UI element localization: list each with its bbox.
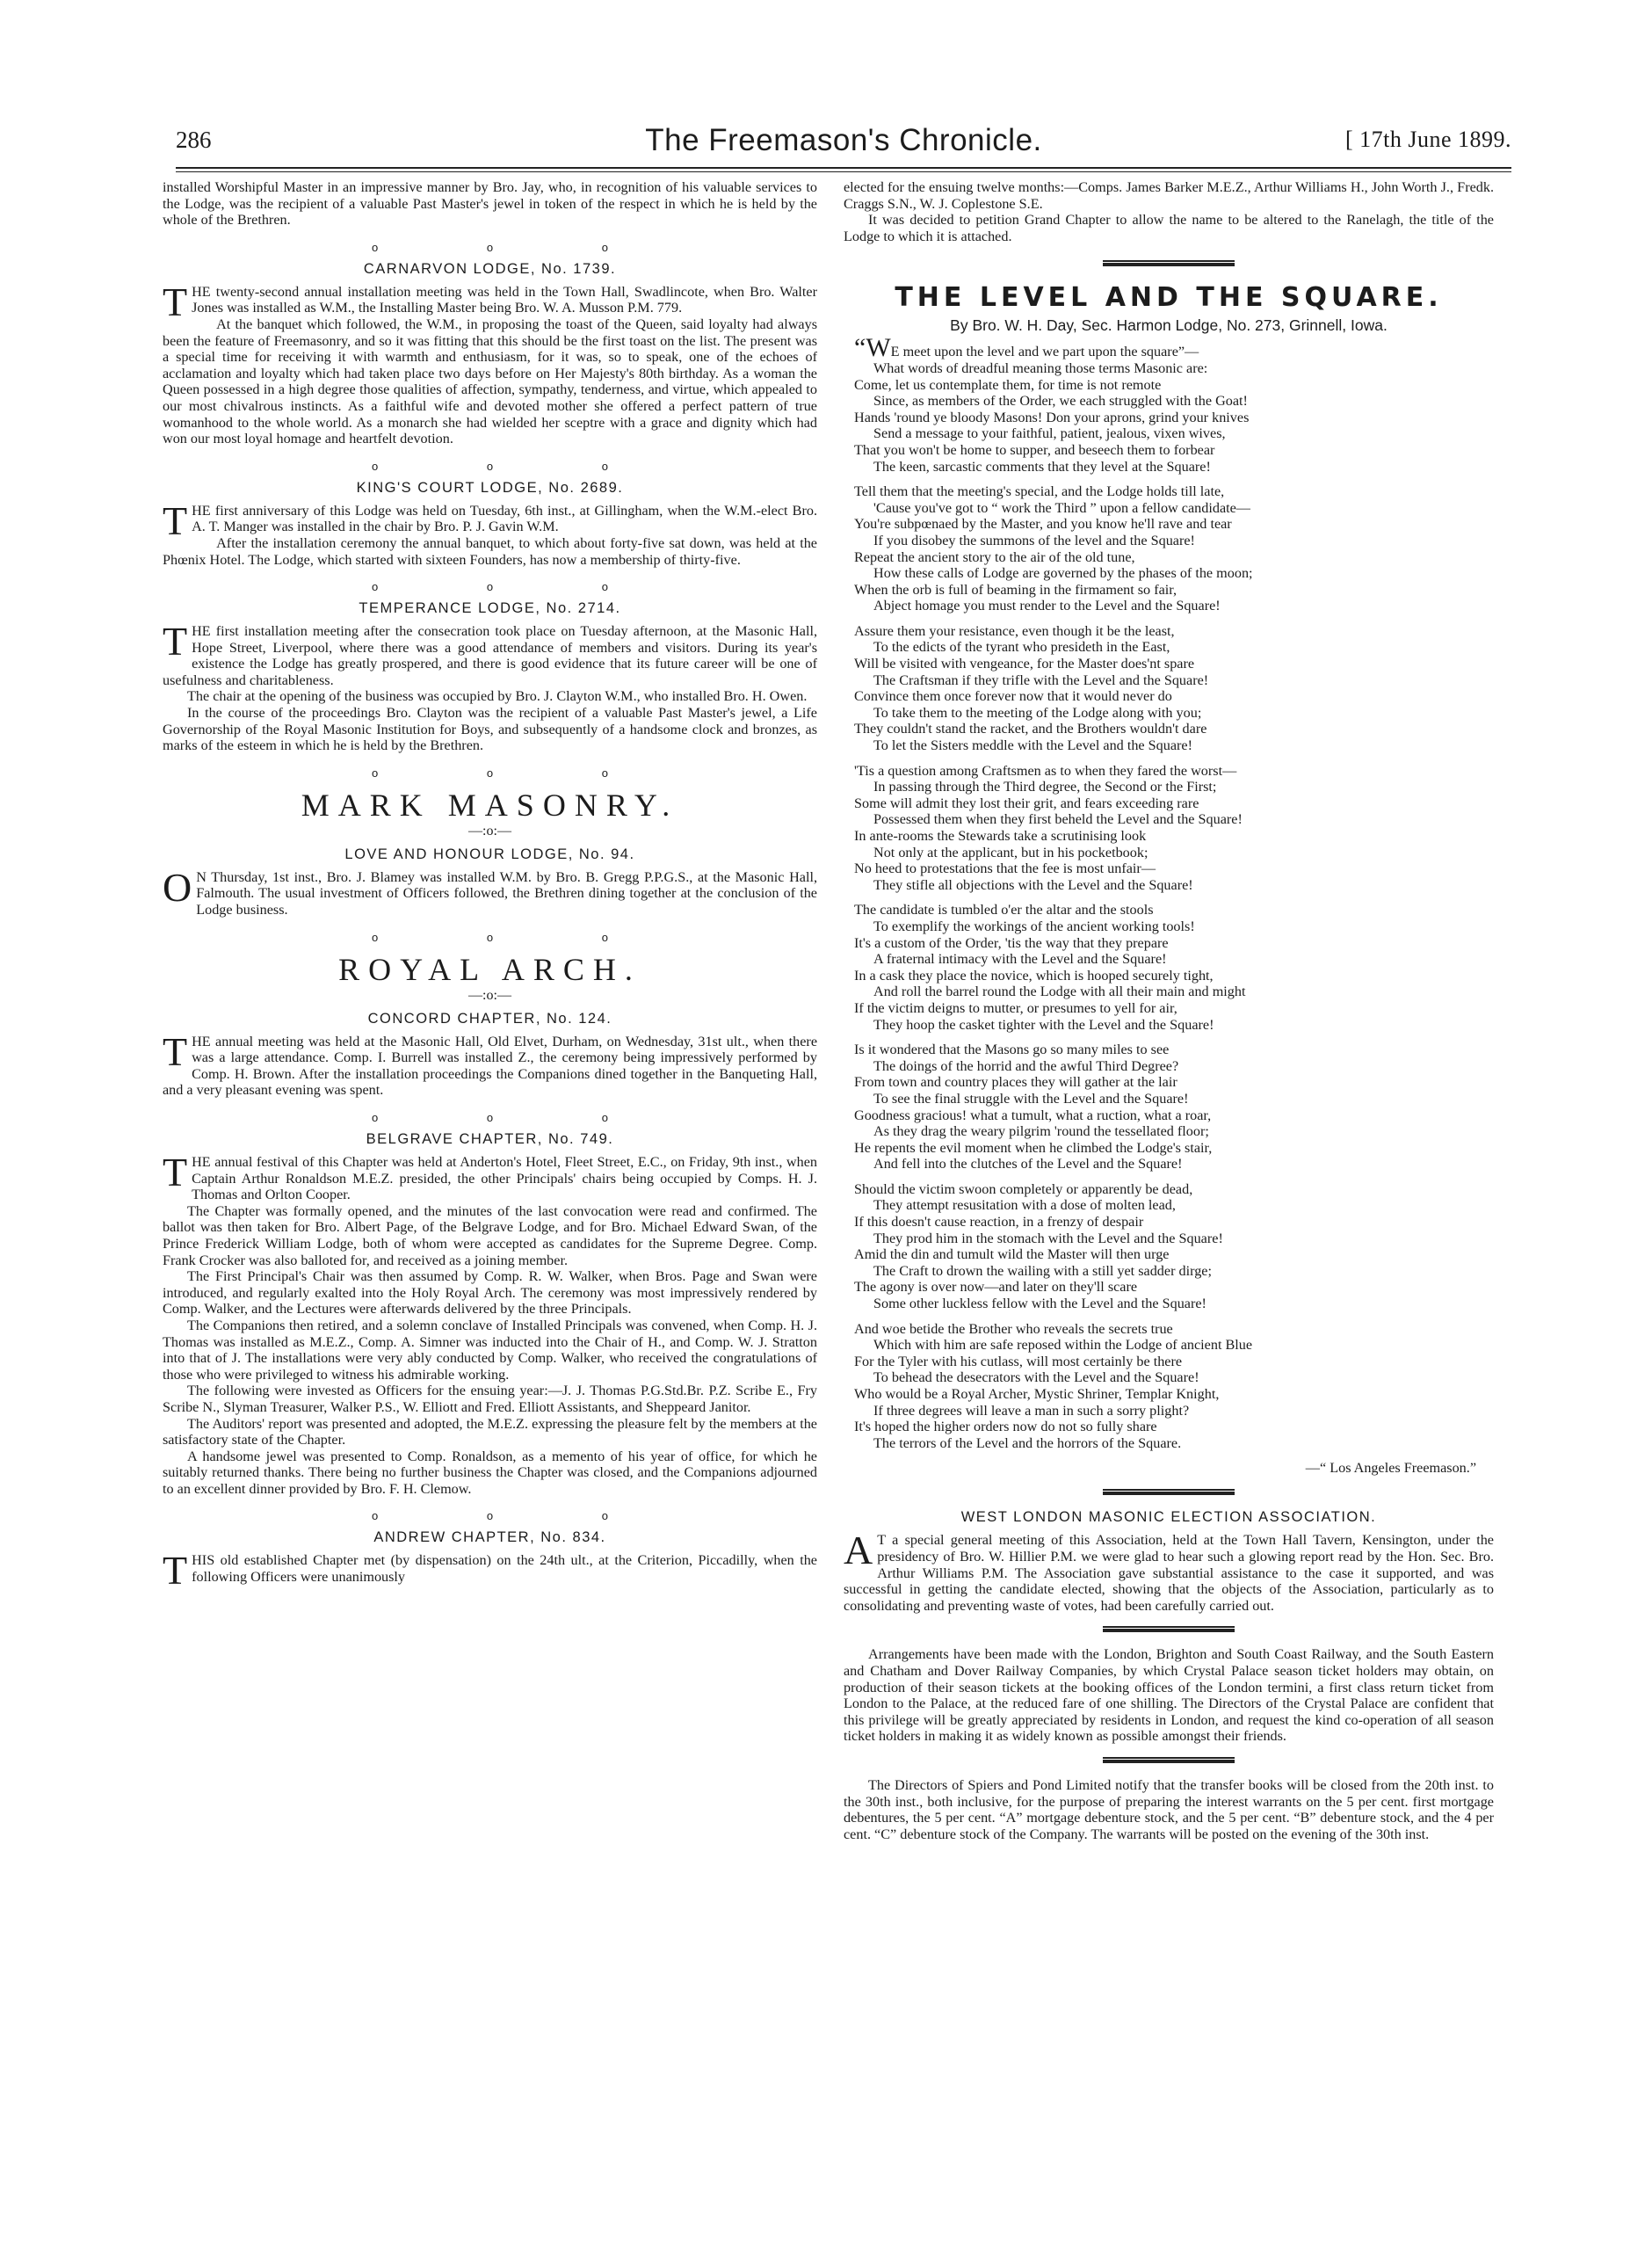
poem-line: You're subpœnaed by the Master, and you know he'll rave and tear (854, 516, 1232, 533)
poem-line: 'Tis a question among Craftsmen as to when they fared the worst— (854, 762, 1237, 779)
poem-line: To see the final struggle with the Level and the Square! (873, 1090, 1189, 1107)
poem-line: Send a message to your faithful, patient, jealous, vixen wives, (873, 425, 1226, 442)
poem-line: The terrors of the Level and the horrors of the Square. (873, 1434, 1182, 1451)
masthead: The Freemason's Chronicle. (645, 123, 1042, 157)
poem-line: For the Tyler with his cutlass, will most certainly be there (854, 1353, 1183, 1369)
west-london-paragraph: AT a special general meeting of this Association, held at the Town Hall Tavern, Kensington, under the presidency of Bro. W. Hillier P.M. we were glad to hear such a glowing report read by the Hon. Sec. Bro. Arthur Williams P.M. The Association gave substantial assistance to the case it supported, and was successful in getting the candidate elected, showing that the objects of the Association, particularly as to consolidating and preventing waste of votes, had been carefully carried out. (844, 1528, 1494, 1614)
belgrave-paragraph: A handsome jewel was presented to Comp. Ronaldson, as a memento of his year of office, for which he suitably returned thanks. There being no further business the Chapter was closed, and the Companions adjourned to an excellent dinner provided by Bro. F. H. Clemow. (163, 1448, 817, 1497)
poem-line: Should the victim swoon completely or apparently be dead, (854, 1180, 1193, 1197)
concord-chapter-heading: CONCORD CHAPTER, No. 124. (367, 1010, 612, 1027)
dinkus: o o o (372, 240, 661, 254)
poem-line: Goodness gracious! what a tumult, what a ruction, what a roar, (854, 1107, 1212, 1123)
poem-line: The candidate is tumbled o'er the altar and the stools (854, 902, 1154, 918)
header-rule (176, 167, 1511, 169)
poem-line: They couldn't stand the racket, and the Brothers wouldn't dare (854, 721, 1207, 737)
poem-line: Tell them that the meeting's special, and the Lodge holds till late, (854, 483, 1225, 500)
mark-masonry-heading: MARK MASONRY. (301, 787, 679, 823)
poem-line: In passing through the Third degree, the Second or the First; (873, 779, 1217, 795)
poem-line: They stifle all objections with the Level and the Square! (873, 876, 1193, 893)
poem-attribution: —“ Los Angeles Freemason.” (1305, 1460, 1476, 1477)
poem-line: Will be visited with vengeance, for the Master does'nt spare (854, 656, 1195, 672)
poem-line: The Craftsman if they trifle with the Level and the Square! (873, 672, 1209, 688)
belgrave-chapter-heading: BELGRAVE CHAPTER, No. 749. (366, 1131, 614, 1147)
andrew-continuation: It was decided to petition Grand Chapter to allow the name to be altered to the Ranelagh, the title of the Lodge to which it is attached. (844, 212, 1494, 244)
andrew-paragraph: THIS old established Chapter met (by dispensation) on the 24th ult., at the Criterion, Piccadilly, when the following Officers were unanimously (163, 1548, 817, 1594)
poem-line: Which with him are safe reposed within the Lodge of ancient Blue (873, 1337, 1253, 1354)
poem-line: Is it wondered that the Masons go so many miles to see (854, 1042, 1170, 1058)
poem-line: Hands 'round ye bloody Masons! Don your aprons, grind your knives (854, 409, 1250, 425)
temperance-paragraph: The chair at the opening of the business was occupied by Bro. J. Clayton W.M., who installed Bro. H. Owen. (187, 688, 808, 705)
left-column (163, 179, 817, 2201)
poem-line: If this doesn't cause reaction, in a frenzy of despair (854, 1214, 1144, 1231)
poem-line: Repeat the ancient story to the air of the old tune, (854, 548, 1135, 565)
belgrave-paragraph: The Auditors' report was presented and adopted, the M.E.Z. expressing the pleasure felt by the members at the satisfactory state of the Chapter. (163, 1415, 817, 1448)
poem-line: From town and country places they will gather at the lair (854, 1074, 1177, 1091)
poem-stanza (854, 763, 1478, 894)
poem (854, 333, 1478, 1451)
belgrave-paragraph: The Chapter was formally opened, and the minutes of the last convocation were read and confirmed. The ballot was then taken for Bro. Albert Page, of the Belgrave Lodge, and for Bro. Michael Edward Swan, of the Prince Frederick William Lodge, both of whom were accepted as candidates for the Supreme Degree. Comp. Frank Crocker was also balloted for, and received as a joining member. (163, 1202, 817, 1268)
poem-line: To take them to the meeting of the Lodge along with you; (873, 704, 1202, 721)
carnarvon-paragraph: At the banquet which followed, the W.M., in proposing the toast of the Queen, said loyalty had always been the feature of Freemasonry, and so it was fitting that this should be the first toast on the list. The present was a special time for receiving it with warmth and enthusiasm, for it was, so to speak, one of the echoes of acclamation and loyalty which had taken place two days before on Her Majesty's 80th birthday. As a woman the Queen possessed in a high degree those qualities of affection, sympathy, tenderness, and virtue, which appealed to our most chivalrous instincts. As a faithful wife and devoted mother she offered a perfect pattern of true womanhood to the whole world. As a monarch she had wielded her sceptre with a grace and dignity which had won our most loyal homage and heartfelt devotion. (163, 316, 817, 447)
temperance-paragraph: In the course of the proceedings Bro. Clayton was the recipient of a valuable Past Master's jewel, a Life Governorship of the Royal Masonic Institution for Boys, and subsequently of a handsome clock and bronzes, as marks of the esteem in which he is held by the Brethren. (163, 705, 817, 754)
carnarvon-lodge-heading: CARNARVON LODGE, No. 1739. (363, 260, 617, 277)
poem-line: Some will admit they lost their grit, and fears exceeding rare (854, 795, 1199, 811)
poem-byline: By Bro. W. H. Day, Sec. Harmon Lodge, No. 273, Grinnell, Iowa. (950, 316, 1388, 335)
dinkus: o o o (372, 930, 661, 944)
poem-line: Assure them your resistance, even though it be the least, (854, 622, 1175, 639)
poem-line: In ante-rooms the Stewards take a scrutinising look (854, 828, 1147, 844)
poem-line: How these calls of Lodge are governed by the phases of the moon; (873, 565, 1253, 582)
poem-line: As they drag the weary pilgrim 'round the tessellated floor; (873, 1123, 1209, 1140)
dinkus: o o o (372, 459, 661, 473)
poem-line: And woe betide the Brother who reveals the secrets true (854, 1320, 1173, 1337)
section-ornament: —:o:— (468, 823, 511, 839)
poem-line: Not only at the applicant, but in his pocketbook; (873, 844, 1148, 860)
poem-line: The Craft to drown the wailing with a still yet sadder dirge; (873, 1262, 1212, 1279)
separator-rule (1103, 1489, 1235, 1495)
poem-line: No heed to protestations that the fee is most unfair— (854, 860, 1156, 877)
poem-line: They hoop the casket tighter with the Level and the Square! (873, 1016, 1214, 1033)
poem-line: Amid the din and tumult wild the Master will then urge (854, 1246, 1170, 1263)
poem-line: Abject homage you must render to the Level and the Square! (873, 598, 1221, 614)
love-honour-lodge-heading: LOVE AND HONOUR LODGE, No. 94. (344, 846, 635, 862)
dinkus: o o o (372, 1509, 661, 1523)
belgrave-paragraph: The Companions then retired, and a solemn conclave of Installed Principals was convened, when Comp. H. J. Thomas was installed as M.E.Z., Comp. A. Simner was inducted into the Chair of H., and Comp. W. J. Stratton into that of J. The installations were very ably conducted by Comp. Walker, who received the congratulations of those who were privileged to witness his admirable working. (163, 1317, 817, 1383)
poem-line: If the victim deigns to mutter, or presumes to yell for air, (854, 999, 1177, 1016)
separator-rule (1103, 260, 1235, 266)
arrangements-notice: Arrangements have been made with the London, Brighton and South Coast Railway, and the South Eastern and Chatham and Dover Railway Companies, by which Crystal Palace season ticket holders may obtain, on production of their season tickets at the booking offices of the London termini, a first class return ticket from London to the Palace, at the reduced fare of one shilling. The Directors of the Crystal Palace are confident that this privilege will be greatly appreciated by residents in London, and request the kind co-operation of all season ticket holders in making it as widely known as possible amongst their friends. (844, 1646, 1494, 1745)
dinkus: o o o (372, 766, 661, 780)
poem-line: In a cask they place the novice, which is hooped securely tight, (854, 967, 1214, 984)
page-header (176, 123, 1511, 162)
poem-line: What words of dreadful meaning those terms Masonic are: (873, 359, 1208, 376)
poem-line: When the orb is full of beaming in the firmament so fair, (854, 581, 1177, 598)
poem-line: To let the Sisters meddle with the Level and the Square! (873, 737, 1192, 754)
poem-line: The doings of the horrid and the awful Third Degree? (873, 1057, 1179, 1074)
poem-stanza (854, 1042, 1478, 1173)
dinkus: o o o (372, 1111, 661, 1124)
love-honour-paragraph: ON Thursday, 1st inst., Bro. J. Blamey was installed W.M. by Bro. B. Gregg P.P.G.S., at the Masonic Hall, Falmouth. The usual investment of Officers followed, the Brethren dining together at the conclusion of the Lodge business. (163, 864, 817, 918)
poem-line: They prod him in the stomach with the Level and the Square! (873, 1230, 1223, 1246)
poem-line: And fell into the clutches of the Level and the Square! (873, 1156, 1183, 1173)
poem-line: A fraternal intimacy with the Level and the Square! (873, 951, 1167, 968)
temperance-paragraph: THE first installation meeting after the consecration took place on Tuesday afternoon, at the Masonic Hall, Hope Street, Liverpool, where there was a good attendance of members and visitors. During its year's existence the Lodge has greatly prospered, and there is good evidence that its future career will be one of usefulness and charitableness. (163, 619, 817, 688)
poem-line: It's hoped the higher orders now do not so fully share (854, 1419, 1157, 1435)
poem-line: To the edicts of the tyrant who presideth in the East, (873, 639, 1170, 656)
poem-stanza (854, 483, 1478, 614)
poem-line: To behead the desecrators with the Level and the Square! (873, 1369, 1199, 1386)
poem-line: “WE meet upon the level and we part upon the square”— (854, 333, 1199, 363)
poem-line: If you disobey the summons of the level and the Square! (873, 532, 1195, 548)
poem-line: The keen, sarcastic comments that they level at the Square! (873, 458, 1211, 475)
andrew-chapter-heading: ANDREW CHAPTER, No. 834. (373, 1529, 606, 1546)
issue-date: [ 17th June 1899. (1344, 127, 1511, 152)
poem-line: Convince them once forever now that it would never do (854, 688, 1172, 705)
right-column (844, 179, 1494, 2201)
poem-line: 'Cause you've got to “ work the Third ” upon a fellow candidate— (873, 499, 1250, 516)
spiers-pond-notice: The Directors of Spiers and Pond Limited notify that the transfer books will be closed from the 20th inst. to the 30th inst., both inclusive, for the purpose of preparing the interest warrants on the 5 per cent. first mortgage debentures, the 5 per cent. “A” mortgage debenture stock, and the 5 per cent. “B” debenture stock, and the 4 per cent. “C” debenture stock of the Company. The warrants will be posted on the evening of the 30th inst. (844, 1776, 1494, 1842)
kings-court-lodge-heading: KING'S COURT LODGE, No. 2689. (356, 479, 624, 496)
andrew-continuation: elected for the ensuing twelve months:—Comps. James Barker M.E.Z., Arthur Williams H., John Worth J., Fredk. Craggs S.N., W. J. Coplestone S.E. (844, 179, 1494, 212)
section-ornament: —:o:— (468, 987, 511, 1003)
poem-title: THE LEVEL AND THE SQUARE. (895, 282, 1443, 314)
belgrave-paragraph: The First Principal's Chair was then assumed by Comp. R. W. Walker, when Bros. Page and Swan were introduced, and regularly exalted into the Holy Royal Arch. The ceremony was most impressively rendered by Comp. Walker, and the Lectures were afterwards delivered by the three Principals. (163, 1268, 817, 1318)
poem-stanza (854, 333, 1478, 475)
poem-line: He repents the evil moment when he climbed the Lodge's stair, (854, 1139, 1213, 1156)
poem-line: The agony is over now—and later on they'll scare (854, 1279, 1138, 1296)
poem-line: Possessed them when they first beheld the Level and the Square! (873, 811, 1243, 828)
concord-paragraph: THE annual meeting was held at the Masonic Hall, Old Elvet, Durham, on Wednesday, 31st ult., when there was a large attendance. Comp. I. Burrell was installed Z., the ceremony being impressively performed by Comp. H. Brown. After the installation proceedings the Companions dined together in the Banqueting Hall, and a very pleasant evening was spent. (163, 1028, 817, 1099)
poem-line: They attempt resusitation with a dose of molten lead, (873, 1197, 1176, 1214)
poem-stanza (854, 623, 1478, 754)
poem-line: And roll the barrel round the Lodge with all their main and might (873, 984, 1246, 1000)
separator-rule (1103, 1626, 1235, 1632)
west-london-heading: WEST LONDON MASONIC ELECTION ASSOCIATION. (960, 1509, 1377, 1526)
header-rule-thin (176, 171, 1511, 172)
poem-line: Come, let us contemplate them, for time is not remote (854, 376, 1162, 393)
poem-line: Since, as members of the Order, we each struggled with the Goat! (873, 393, 1248, 410)
intro-paragraph: installed Worshipful Master in an impressive manner by Bro. Jay, who, in recognition of his valuable services to the Lodge, was the recipient of a valuable Past Master's jewel in token of the respect in which he is held by the whole of the Brethren. (163, 179, 817, 229)
poem-line: That you won't be home to supper, and beseech them to forbear (854, 441, 1215, 458)
kings-court-paragraph: THE first anniversary of this Lodge was held on Tuesday, 6th inst., at Gillingham, when the W.M.-elect Bro. A. T. Manger was installed in the chair by Bro. P. J. Gavin W.M. (163, 497, 817, 543)
poem-line: It's a custom of the Order, 'tis the way that they prepare (854, 934, 1169, 951)
poem-line: To exemplify the workings of the ancient working tools! (873, 918, 1195, 934)
royal-arch-heading: ROYAL ARCH. (338, 951, 641, 987)
temperance-lodge-heading: TEMPERANCE LODGE, No. 2714. (359, 600, 621, 617)
separator-rule (1103, 1757, 1235, 1763)
dinkus: o o o (372, 580, 661, 594)
carnarvon-paragraph: THE twenty-second annual installation meeting was held in the Town Hall, Swadlincote, when Bro. Walter Jones was installed as W.M., the Installing Master being Bro. W. A. Musson P.M. 779. (163, 279, 817, 324)
belgrave-paragraph: THE annual festival of this Chapter was held at Anderton's Hotel, Fleet Street, E.C., on Friday, 9th inst., when Captain Arthur Ronaldson M.E.Z. presided, the other Principals' chairs being occupied by Comps. H. J. Thomas and Orlton Cooper. (163, 1150, 817, 1203)
poem-line: Some other luckless fellow with the Level and the Square! (873, 1296, 1206, 1312)
poem-line: Who would be a Royal Archer, Mystic Shriner, Templar Knight, (854, 1386, 1220, 1402)
poem-stanza (854, 1321, 1478, 1452)
poem-stanza (854, 902, 1478, 1033)
belgrave-paragraph: The following were invested as Officers for the ensuing year:—J. J. Thomas P.G.Std.Br. P.Z. Scribe E., Fry Scribe N., Slyman Treasurer, Walker P.S., W. Elliott and Fred. Elliott Assistants, and Sheppeard Janitor. (163, 1383, 817, 1415)
poem-stanza (854, 1181, 1478, 1312)
poem-line: If three degrees will leave a man in such a sorry plight? (873, 1402, 1190, 1419)
page-number: 286 (176, 127, 212, 153)
kings-court-paragraph: After the installation ceremony the annual banquet, to which about forty-five sat down, was held at the Phœnix Hotel. The Lodge, which started with sixteen Founders, has now a membership of thirty-five. (163, 534, 817, 568)
